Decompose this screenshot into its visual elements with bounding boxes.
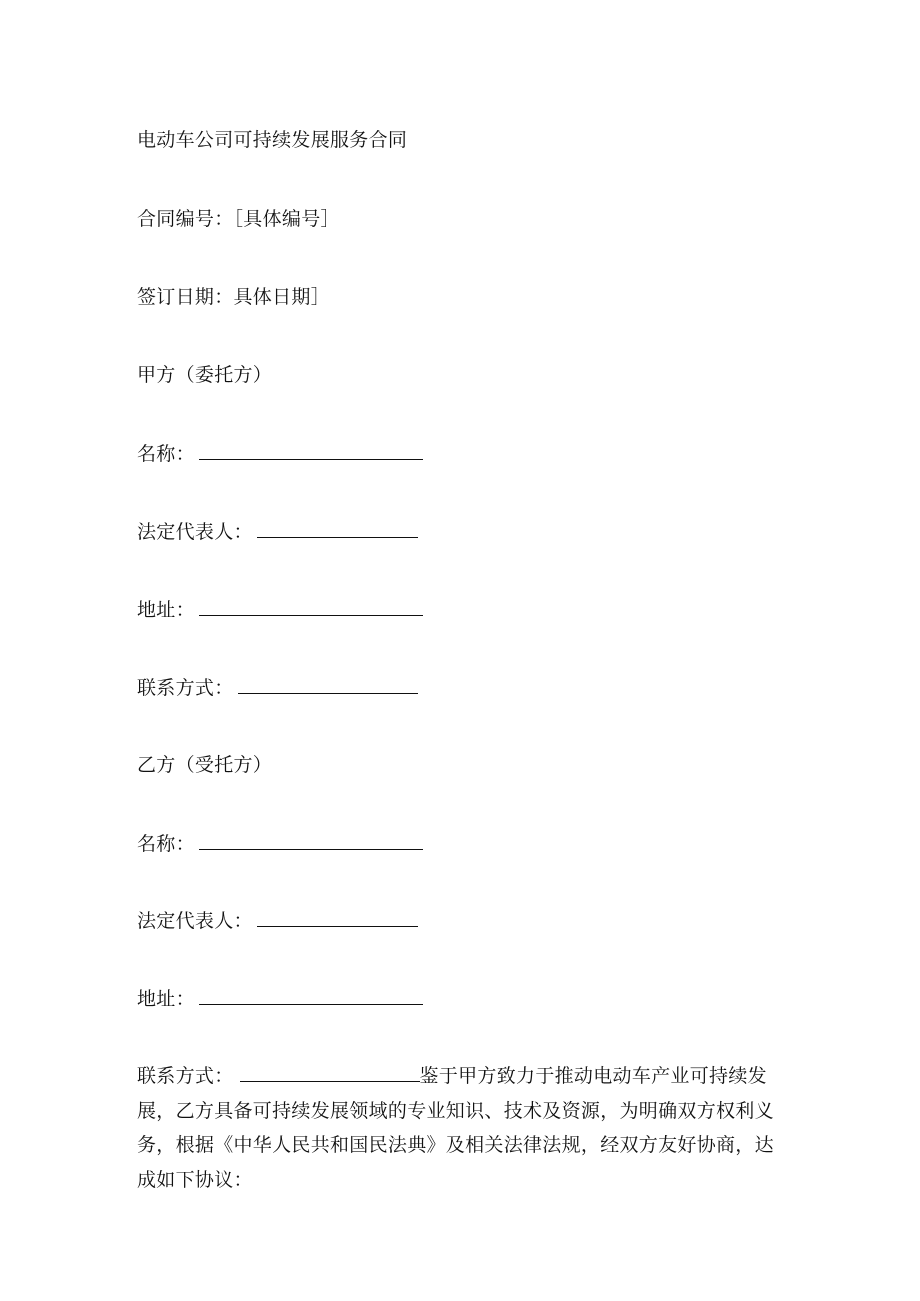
party-b-address-label: 地址： (137, 988, 195, 1010)
sign-date: 签订日期：具体日期］ (137, 286, 331, 308)
document-title: 电动车公司可持续发展服务合同 (137, 129, 408, 151)
party-b-address-blank[interactable] (199, 985, 423, 1005)
party-a-rep-row (137, 518, 418, 545)
party-a-name-row (137, 440, 423, 467)
party-b-contact-blank[interactable] (240, 1062, 420, 1082)
party-b-address-row (137, 985, 423, 1012)
party-a-rep-blank[interactable] (257, 518, 418, 538)
party-b-rep-row (137, 907, 418, 934)
party-a-heading: 甲方（委托方） (137, 364, 273, 386)
preamble-text: 鉴于甲方致力于推动电动车产业可持续发展，乙方具备可持续发展领域的专业知识、技术及资源，为明确双方权利义务，根据《中华人民共和国民法典》及相关法律法规，经双方友好协商，达成如下协议： (137, 1065, 774, 1191)
party-b-name-blank[interactable] (199, 830, 423, 850)
party-a-contact-blank[interactable] (238, 674, 418, 694)
party-b-name-label: 名称： (137, 833, 195, 855)
party-a-address-label: 地址： (137, 599, 195, 621)
party-a-contact-row (137, 674, 418, 701)
party-b-contact-and-preamble (137, 1059, 785, 1197)
contract-number: 合同编号：［具体编号］ (137, 208, 340, 230)
party-a-contact-label: 联系方式： (137, 677, 234, 699)
party-b-contact-label: 联系方式： (137, 1065, 234, 1087)
party-b-heading: 乙方（受托方） (137, 754, 273, 776)
party-a-name-label: 名称： (137, 443, 195, 465)
party-b-rep-blank[interactable] (257, 907, 418, 927)
party-b-name-row (137, 830, 423, 857)
party-a-name-blank[interactable] (199, 440, 423, 460)
party-a-address-row (137, 596, 423, 623)
party-a-rep-label: 法定代表人： (137, 521, 253, 543)
party-a-address-blank[interactable] (199, 596, 423, 616)
party-b-rep-label: 法定代表人： (137, 910, 253, 932)
